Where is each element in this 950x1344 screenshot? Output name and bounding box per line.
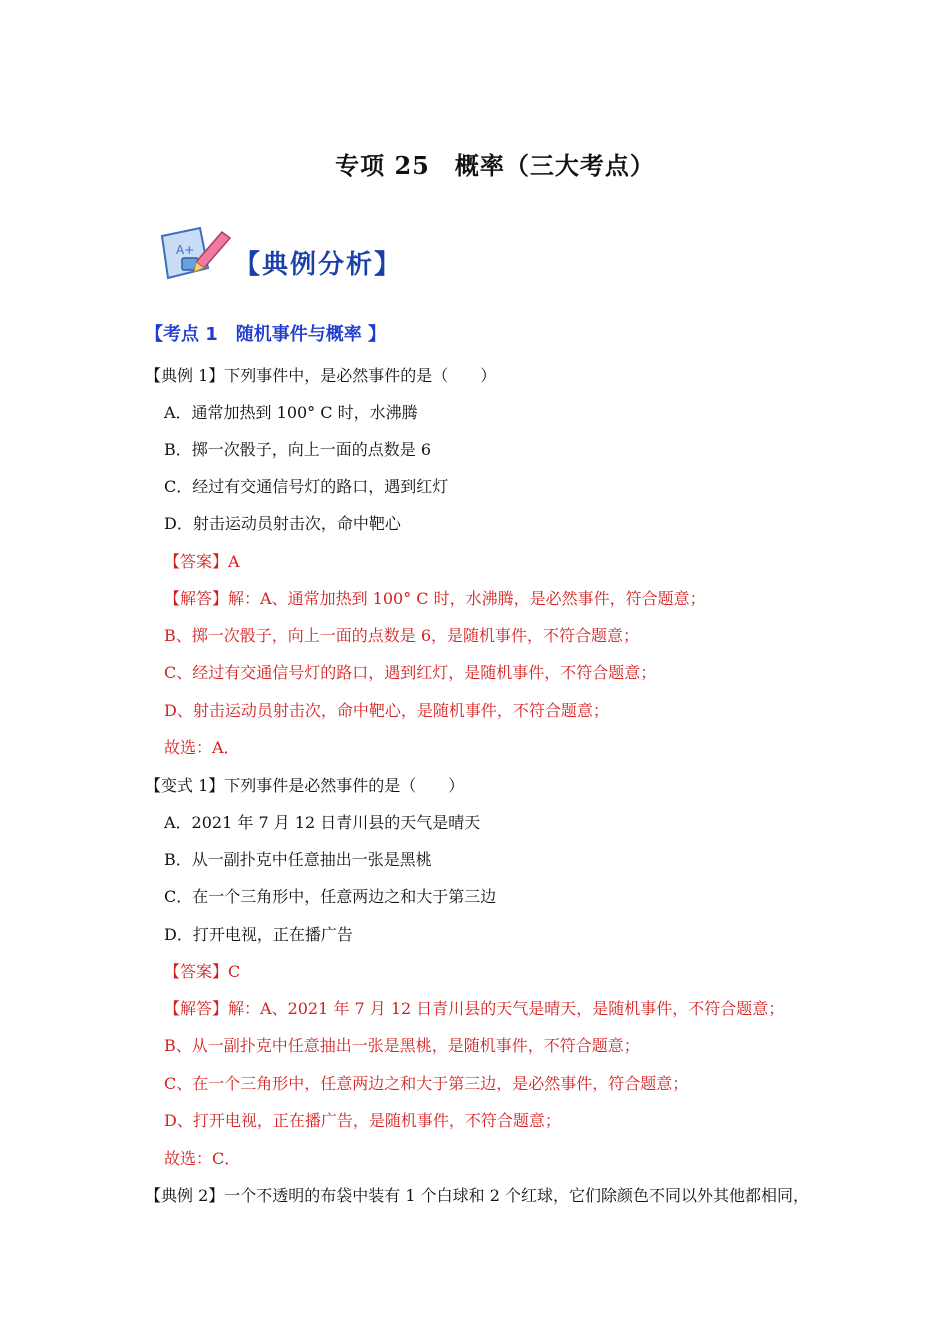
- ex2-question-line: [145, 1186, 809, 1206]
- ex1-option-d: D．射击运动员射击次，命中靶心: [164, 514, 401, 533]
- ex1-solution-a: 解：A、通常加热到 100° C 时，水沸腾，是必然事件，符合题意；: [228, 589, 706, 608]
- ex1-solution-c: C、经过有交通信号灯的路口，遇到红灯，是随机事件，不符合题意；: [164, 663, 657, 682]
- var1-tag: 【变式 1】: [145, 776, 225, 795]
- var1-option-c: C．在一个三角形中，任意两边之和大于第三边: [164, 887, 497, 906]
- var1-solution-line: [164, 999, 784, 1019]
- var1-option-b: B．从一副扑克中任意抽出一张是黑桃: [164, 850, 432, 869]
- section-banner: [156, 222, 403, 288]
- ex1-answer-tag: 【答案】: [164, 552, 229, 571]
- svg-text:A+: A+: [176, 243, 195, 257]
- var1-solution-b: B、从一副扑克中任意抽出一张是黑桃，是随机事件，不符合题意；: [164, 1036, 640, 1055]
- var1-question-line: [145, 776, 464, 796]
- ex1-answer-line: [164, 552, 240, 572]
- ex1-tag: 【典例 1】: [145, 366, 225, 385]
- ex1-option-c: C．经过有交通信号灯的路口，遇到红灯: [164, 477, 449, 496]
- var1-answer-line: [164, 962, 240, 982]
- var1-solution-a: 解：A、2021 年 7 月 12 日青川县的天气是晴天，是随机事件，不符合题意；: [228, 999, 785, 1018]
- banner-label: 【典例分析】: [234, 250, 403, 280]
- ex1-solution-line: [164, 589, 706, 609]
- var1-option-a: A．2021 年 7 月 12 日青川县的天气是晴天: [164, 813, 481, 832]
- section-heading: 【考点 1 随机事件与概率 】: [145, 324, 387, 345]
- var1-conclusion: 故选：C．: [164, 1149, 241, 1168]
- var1-option-d: D．打开电视，正在播广告: [164, 925, 353, 944]
- ex1-question: 下列事件中，是必然事件的是（ ）: [224, 366, 497, 385]
- var1-answer-tag: 【答案】: [164, 962, 229, 981]
- exam-paper-pencil-icon: [156, 222, 236, 288]
- var1-answer: C: [228, 962, 241, 981]
- ex2-question: 一个不透明的布袋中装有 1 个白球和 2 个红球，它们除颜色不同以外其他都相同，: [224, 1186, 809, 1205]
- ex1-answer: A: [228, 552, 240, 571]
- ex2-tag: 【典例 2】: [145, 1186, 225, 1205]
- ex1-question-line: [145, 366, 496, 386]
- page-title: 专项 25 概率（三大考点）: [335, 151, 655, 180]
- ex1-option-a: A．通常加热到 100° C 时，水沸腾: [164, 403, 418, 422]
- ex1-option-b: B．掷一次骰子，向上一面的点数是 6: [164, 440, 432, 459]
- var1-question: 下列事件是必然事件的是（ ）: [224, 776, 465, 795]
- var1-solution-tag: 【解答】: [164, 999, 229, 1018]
- ex1-solution-d: D、射击运动员射击次，命中靶心，是随机事件，不符合题意；: [164, 701, 609, 720]
- ex1-solution-b: B、掷一次骰子，向上一面的点数是 6，是随机事件，不符合题意；: [164, 626, 640, 645]
- ex1-solution-tag: 【解答】: [164, 589, 229, 608]
- ex1-conclusion: 故选：A．: [164, 738, 240, 757]
- var1-solution-d: D、打开电视，正在播广告，是随机事件，不符合题意；: [164, 1111, 561, 1130]
- var1-solution-c: C、在一个三角形中，任意两边之和大于第三边，是必然事件，符合题意；: [164, 1074, 689, 1093]
